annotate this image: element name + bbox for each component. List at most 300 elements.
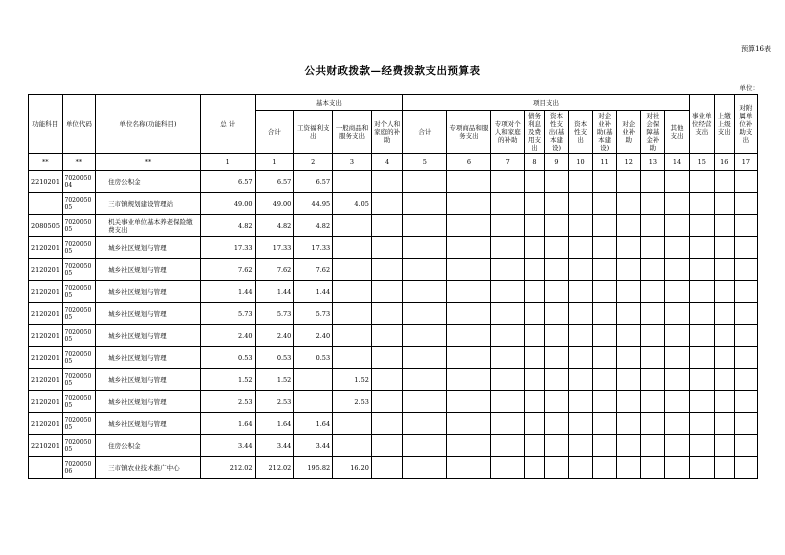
cell-empty (403, 237, 447, 259)
cell-basic-wage: 3.44 (294, 435, 333, 457)
cell-total: 212.02 (200, 457, 255, 479)
cell-empty (544, 325, 568, 347)
column-index: 15 (689, 154, 714, 171)
cell-empty (641, 303, 665, 325)
cell-empty (641, 171, 665, 193)
cell-empty (593, 325, 617, 347)
column-index: ** (96, 154, 201, 171)
cell-empty (491, 259, 525, 281)
cell-empty (593, 457, 617, 479)
cell-empty (665, 303, 689, 325)
cell-empty (617, 215, 641, 237)
cell-unit-code: 702005005 (62, 391, 96, 413)
cell-empty (665, 193, 689, 215)
cell-basic-wage: 7.62 (294, 259, 333, 281)
column-index: 1 (200, 154, 255, 171)
table-row (29, 457, 758, 479)
cell-unit-code: 702005005 (62, 413, 96, 435)
cell-empty (593, 171, 617, 193)
cell-total: 49.00 (200, 193, 255, 215)
cell-empty (544, 303, 568, 325)
cell-empty (593, 435, 617, 457)
cell-empty (403, 215, 447, 237)
column-index: ** (29, 154, 63, 171)
cell-unit-code: 702005005 (62, 325, 96, 347)
cell-empty (447, 391, 491, 413)
cell-basic-wage: 2.40 (294, 325, 333, 347)
cell-unit-name: 城乡社区规划与管理 (96, 347, 201, 369)
cell-empty (714, 435, 734, 457)
cell-empty (734, 457, 757, 479)
header-subsidy: 对附属单位补助支出 (734, 95, 757, 154)
cell-empty (544, 259, 568, 281)
cell-empty (491, 281, 525, 303)
cell-empty (641, 325, 665, 347)
cell-empty (714, 193, 734, 215)
cell-func-code: 2120201 (29, 347, 63, 369)
cell-empty (714, 171, 734, 193)
cell-empty (714, 369, 734, 391)
cell-empty (593, 303, 617, 325)
cell-unit-name: 三市镇规划建设管理站 (96, 193, 201, 215)
table-row (29, 435, 758, 457)
cell-basic-sum: 4.82 (255, 215, 294, 237)
cell-func-code: 2210201 (29, 171, 63, 193)
cell-empty (617, 413, 641, 435)
cell-empty (447, 281, 491, 303)
cell-empty (403, 193, 447, 215)
header-basic: 基本支出 (255, 95, 403, 111)
header-basic-sub: 一般商品和服务支出 (333, 111, 372, 154)
cell-basic-goods (333, 215, 372, 237)
cell-empty (447, 171, 491, 193)
cell-basic-goods: 1.52 (333, 369, 372, 391)
cell-empty (447, 435, 491, 457)
cell-empty (403, 457, 447, 479)
table-row (29, 281, 758, 303)
cell-empty (714, 413, 734, 435)
table-row (29, 303, 758, 325)
cell-empty (569, 325, 593, 347)
column-index: 11 (593, 154, 617, 171)
header-func-code: 功能科目 (29, 95, 63, 154)
cell-empty (665, 259, 689, 281)
cell-basic-family (371, 171, 402, 193)
cell-unit-name: 城乡社区规划与管理 (96, 325, 201, 347)
header-row-1 (29, 95, 758, 111)
cell-func-code: 2080505 (29, 215, 63, 237)
cell-basic-family (371, 413, 402, 435)
cell-unit-name: 城乡社区规划与管理 (96, 391, 201, 413)
cell-unit-code: 702005005 (62, 259, 96, 281)
cell-empty (569, 259, 593, 281)
cell-func-code (29, 193, 63, 215)
cell-empty (641, 435, 665, 457)
cell-basic-goods (333, 171, 372, 193)
cell-total: 6.57 (200, 171, 255, 193)
cell-empty (665, 369, 689, 391)
cell-unit-name: 机关事业单位基本养老保险缴费支出 (96, 215, 201, 237)
cell-empty (617, 281, 641, 303)
cell-unit-name: 城乡社区规划与管理 (96, 237, 201, 259)
cell-empty (544, 435, 568, 457)
cell-empty (689, 303, 714, 325)
table-row (29, 193, 758, 215)
cell-empty (544, 193, 568, 215)
page-title: 公共财政拨款—经费拨款支出预算表 (304, 65, 481, 77)
cell-empty (593, 413, 617, 435)
cell-basic-family (371, 303, 402, 325)
cell-basic-wage: 195.82 (294, 457, 333, 479)
cell-basic-goods: 4.05 (333, 193, 372, 215)
cell-empty (689, 325, 714, 347)
cell-empty (569, 369, 593, 391)
cell-basic-family (371, 215, 402, 237)
cell-basic-wage: 0.53 (294, 347, 333, 369)
cell-empty (714, 457, 734, 479)
cell-empty (714, 391, 734, 413)
cell-empty (665, 457, 689, 479)
cell-empty (447, 303, 491, 325)
cell-func-code: 2120201 (29, 391, 63, 413)
cell-basic-family (371, 281, 402, 303)
cell-empty (689, 259, 714, 281)
cell-unit-code: 702005005 (62, 303, 96, 325)
cell-empty (544, 457, 568, 479)
cell-empty (524, 237, 544, 259)
column-index: 9 (544, 154, 568, 171)
header-project-sub: 对企业补助(基本建设) (593, 111, 617, 154)
cell-empty (524, 325, 544, 347)
cell-empty (491, 457, 525, 479)
cell-unit-name: 住房公积金 (96, 171, 201, 193)
cell-empty (403, 347, 447, 369)
cell-empty (524, 391, 544, 413)
cell-basic-wage: 4.82 (294, 215, 333, 237)
cell-total: 4.82 (200, 215, 255, 237)
cell-empty (593, 347, 617, 369)
cell-unit-code: 702005005 (62, 237, 96, 259)
cell-empty (617, 391, 641, 413)
cell-basic-goods (333, 325, 372, 347)
column-index: 3 (333, 154, 372, 171)
column-index: ** (62, 154, 96, 171)
column-index: 1 (255, 154, 294, 171)
column-index: 4 (371, 154, 402, 171)
cell-basic-family (371, 259, 402, 281)
table-row (29, 413, 758, 435)
cell-unit-name: 城乡社区规划与管理 (96, 413, 201, 435)
cell-basic-wage: 17.33 (294, 237, 333, 259)
cell-basic-sum: 5.73 (255, 303, 294, 325)
cell-unit-name: 城乡社区规划与管理 (96, 281, 201, 303)
cell-empty (734, 347, 757, 369)
cell-empty (641, 281, 665, 303)
cell-empty (641, 391, 665, 413)
cell-empty (491, 391, 525, 413)
cell-basic-family (371, 457, 402, 479)
cell-empty (734, 303, 757, 325)
cell-unit-code: 702005005 (62, 281, 96, 303)
cell-empty (447, 325, 491, 347)
cell-unit-code: 702005005 (62, 369, 96, 391)
cell-empty (714, 215, 734, 237)
cell-basic-sum: 1.64 (255, 413, 294, 435)
cell-unit-name: 城乡社区规划与管理 (96, 369, 201, 391)
document-tag: 预算16表 (741, 45, 771, 53)
cell-empty (734, 237, 757, 259)
cell-empty (403, 435, 447, 457)
cell-empty (641, 413, 665, 435)
column-index: 12 (617, 154, 641, 171)
cell-unit-name: 城乡社区规划与管理 (96, 303, 201, 325)
cell-empty (544, 281, 568, 303)
cell-empty (491, 413, 525, 435)
column-index: 13 (641, 154, 665, 171)
cell-empty (403, 325, 447, 347)
header-enterprise: 事业单位经营支出 (689, 95, 714, 154)
cell-empty (734, 193, 757, 215)
cell-empty (403, 391, 447, 413)
header-project-sub: 对企业补助 (617, 111, 641, 154)
cell-empty (569, 281, 593, 303)
cell-func-code: 2120201 (29, 237, 63, 259)
cell-basic-wage: 44.95 (294, 193, 333, 215)
cell-empty (544, 369, 568, 391)
cell-total: 1.52 (200, 369, 255, 391)
header-project-sub: 其他支出 (665, 111, 689, 154)
cell-empty (447, 259, 491, 281)
cell-empty (403, 303, 447, 325)
table-row (29, 215, 758, 237)
cell-empty (714, 259, 734, 281)
cell-empty (665, 281, 689, 303)
cell-empty (641, 193, 665, 215)
cell-total: 2.53 (200, 391, 255, 413)
cell-basic-family (371, 435, 402, 457)
cell-empty (569, 171, 593, 193)
cell-total: 5.73 (200, 303, 255, 325)
cell-empty (403, 369, 447, 391)
table-row (29, 171, 758, 193)
cell-empty (524, 171, 544, 193)
cell-empty (491, 171, 525, 193)
cell-basic-wage: 5.73 (294, 303, 333, 325)
cell-empty (617, 259, 641, 281)
cell-unit-code: 702005005 (62, 193, 96, 215)
cell-total: 3.44 (200, 435, 255, 457)
cell-empty (689, 435, 714, 457)
cell-basic-sum: 49.00 (255, 193, 294, 215)
cell-unit-code: 702005005 (62, 215, 96, 237)
cell-empty (524, 413, 544, 435)
cell-basic-family (371, 325, 402, 347)
cell-empty (714, 281, 734, 303)
cell-empty (447, 369, 491, 391)
cell-empty (617, 457, 641, 479)
cell-unit-name: 三市镇农业技术推广中心 (96, 457, 201, 479)
cell-empty (617, 303, 641, 325)
cell-empty (569, 347, 593, 369)
cell-unit-code: 702005005 (62, 435, 96, 457)
cell-basic-wage: 1.44 (294, 281, 333, 303)
cell-basic-goods (333, 303, 372, 325)
cell-empty (734, 171, 757, 193)
cell-basic-sum: 0.53 (255, 347, 294, 369)
cell-empty (617, 435, 641, 457)
column-index: 10 (569, 154, 593, 171)
cell-empty (569, 457, 593, 479)
cell-empty (491, 435, 525, 457)
cell-empty (544, 237, 568, 259)
cell-empty (689, 215, 714, 237)
cell-empty (593, 237, 617, 259)
cell-empty (617, 171, 641, 193)
cell-func-code (29, 457, 63, 479)
header-project: 项目支出 (403, 95, 689, 111)
cell-empty (447, 215, 491, 237)
cell-empty (689, 281, 714, 303)
cell-total: 0.53 (200, 347, 255, 369)
cell-empty (544, 391, 568, 413)
header-project-sub: 专项商品和服务支出 (447, 111, 491, 154)
cell-empty (689, 237, 714, 259)
cell-empty (665, 237, 689, 259)
cell-unit-code: 702005004 (62, 171, 96, 193)
cell-empty (491, 325, 525, 347)
table-row (29, 237, 758, 259)
column-index: 7 (491, 154, 525, 171)
cell-basic-goods: 16.20 (333, 457, 372, 479)
cell-basic-sum: 2.53 (255, 391, 294, 413)
cell-basic-family (371, 347, 402, 369)
cell-empty (403, 281, 447, 303)
cell-func-code: 2120201 (29, 413, 63, 435)
cell-basic-goods: 2.53 (333, 391, 372, 413)
cell-unit-code: 702005006 (62, 457, 96, 479)
header-project-sub: 对社会保障基金补助 (641, 111, 665, 154)
cell-empty (734, 259, 757, 281)
cell-empty (544, 171, 568, 193)
cell-total: 1.64 (200, 413, 255, 435)
cell-func-code: 2120201 (29, 259, 63, 281)
header-project-sub: 资本性支出(基本建设) (544, 111, 568, 154)
budget-table (28, 94, 758, 479)
cell-empty (447, 413, 491, 435)
cell-empty (734, 281, 757, 303)
cell-basic-family (371, 237, 402, 259)
cell-unit-code: 702005005 (62, 347, 96, 369)
header-basic-sub: 合计 (255, 111, 294, 154)
header-project-sub: 债务利息及费用支出 (524, 111, 544, 154)
cell-empty (734, 215, 757, 237)
cell-empty (524, 347, 544, 369)
cell-empty (524, 369, 544, 391)
header-basic-sub: 工资福利支出 (294, 111, 333, 154)
cell-empty (544, 413, 568, 435)
cell-empty (524, 193, 544, 215)
cell-empty (403, 413, 447, 435)
cell-basic-goods (333, 237, 372, 259)
cell-empty (734, 369, 757, 391)
cell-empty (524, 457, 544, 479)
cell-func-code: 2120201 (29, 303, 63, 325)
cell-empty (447, 237, 491, 259)
cell-empty (593, 193, 617, 215)
cell-empty (569, 435, 593, 457)
cell-empty (641, 347, 665, 369)
column-index: 8 (524, 154, 544, 171)
header-upper: 上缴上级支出 (714, 95, 734, 154)
cell-empty (403, 259, 447, 281)
cell-empty (524, 303, 544, 325)
cell-empty (734, 391, 757, 413)
cell-empty (734, 435, 757, 457)
cell-basic-wage: 1.64 (294, 413, 333, 435)
cell-empty (689, 457, 714, 479)
cell-empty (689, 391, 714, 413)
header-project-sub: 资本性支出 (569, 111, 593, 154)
cell-basic-sum: 6.57 (255, 171, 294, 193)
cell-empty (569, 193, 593, 215)
cell-basic-sum: 7.62 (255, 259, 294, 281)
cell-empty (734, 413, 757, 435)
cell-basic-wage (294, 369, 333, 391)
column-index: 2 (294, 154, 333, 171)
cell-empty (641, 237, 665, 259)
header-project-sub: 专项对个人和家庭的补助 (491, 111, 525, 154)
cell-basic-family (371, 193, 402, 215)
cell-empty (524, 435, 544, 457)
table-row (29, 325, 758, 347)
cell-empty (593, 259, 617, 281)
cell-empty (524, 215, 544, 237)
cell-empty (689, 413, 714, 435)
cell-empty (689, 347, 714, 369)
cell-empty (593, 391, 617, 413)
cell-empty (714, 303, 734, 325)
cell-empty (714, 325, 734, 347)
cell-empty (544, 215, 568, 237)
table-row (29, 259, 758, 281)
cell-empty (403, 171, 447, 193)
cell-basic-family (371, 369, 402, 391)
index-row (29, 154, 758, 171)
cell-unit-name: 城乡社区规划与管理 (96, 259, 201, 281)
cell-empty (641, 215, 665, 237)
cell-func-code: 2120201 (29, 281, 63, 303)
cell-empty (617, 347, 641, 369)
cell-basic-family (371, 391, 402, 413)
cell-empty (569, 391, 593, 413)
cell-empty (617, 193, 641, 215)
cell-total: 17.33 (200, 237, 255, 259)
cell-basic-goods (333, 435, 372, 457)
cell-empty (569, 215, 593, 237)
cell-empty (569, 413, 593, 435)
cell-func-code: 2210201 (29, 435, 63, 457)
cell-total: 1.44 (200, 281, 255, 303)
cell-empty (569, 237, 593, 259)
cell-unit-name: 住房公积金 (96, 435, 201, 457)
cell-empty (617, 325, 641, 347)
unit-label: 单位： (739, 84, 759, 92)
cell-empty (447, 193, 491, 215)
table-row (29, 391, 758, 413)
header-unit-name: 单位名称(功能科目) (96, 95, 201, 154)
header-project-sub: 合计 (403, 111, 447, 154)
cell-empty (544, 347, 568, 369)
